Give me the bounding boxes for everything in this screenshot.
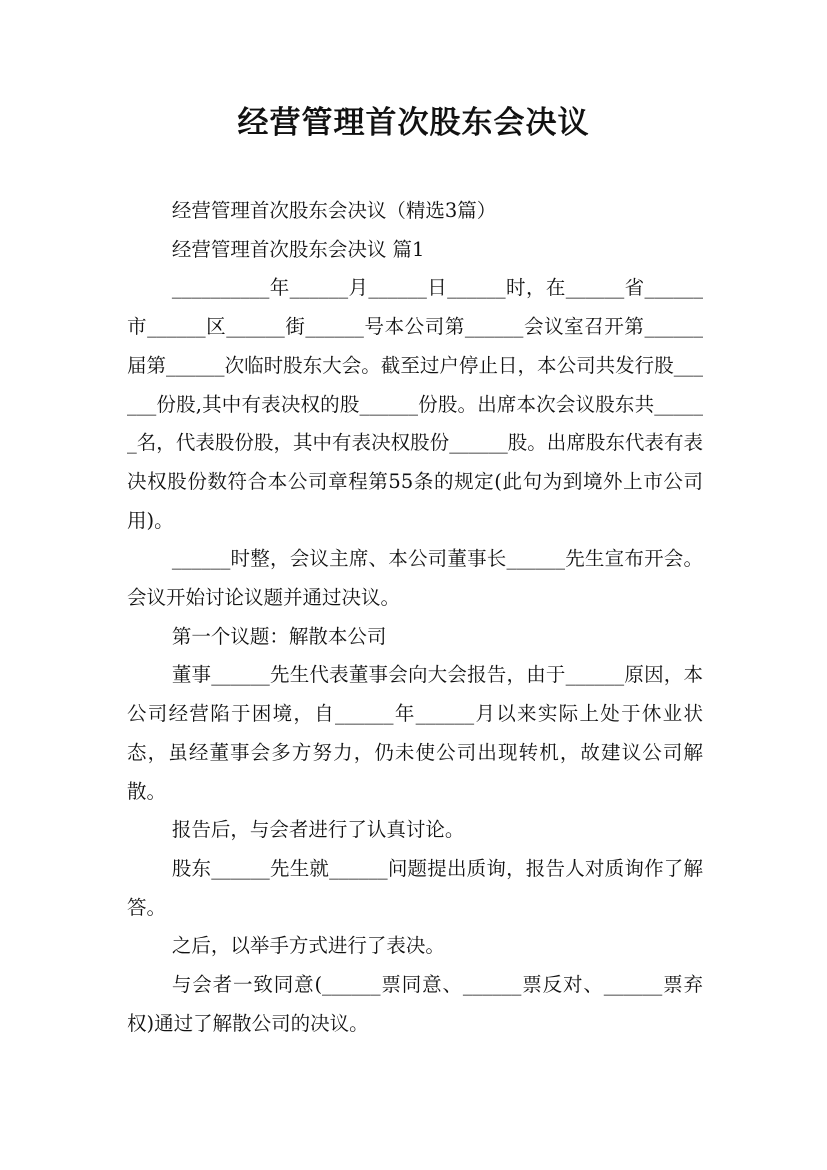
meeting-details-paragraph: __________年______月______日______时，在______省______市______区______街______号本公司第______会议室召开第______届第______次临时股东大会。截至过户停止日，本公司共发行股______份股,其中有表决权的股______份股。出席本次会议股东共______名，代表股份股，其中有表决权股份______股。出席股东代表有表决权股份数符合本公司章程第55条的规定(此句为到境外上市公司用)。	[127, 276, 703, 532]
voting-method-paragraph: 之后，以举手方式进行了表决。	[171, 934, 445, 958]
agenda-item-heading: 第一个议题：解散本公司	[171, 624, 387, 648]
board-report-paragraph: 董事______先生代表董事会向大会报告，由于______原因，本公司经营陷于困境，自______年______月以来实际上处于休业状态，虽经董事会多方努力，仍未使公司出现转机，故建议公司解散。	[127, 663, 703, 803]
inquiry-paragraph: 股东______先生就______问题提出质询，报告人对质询作了解答。	[127, 856, 703, 919]
section-heading: 经营管理首次股东会决议 篇1	[171, 237, 425, 261]
document-body	[127, 192, 703, 1043]
document-title: 经营管理首次股东会决议	[237, 105, 590, 141]
subtitle-paragraph: 经营管理首次股东会决议（精选3篇）	[171, 199, 497, 222]
resolution-paragraph: 与会者一致同意(______票同意、______票反对、______票弃权)通过了解散公司的决议。	[127, 973, 703, 1035]
discussion-paragraph: 报告后，与会者进行了认真讨论。	[171, 818, 465, 842]
meeting-opening-paragraph: ______时整，会议主席、本公司董事长______先生宣布开会。会议开始讨论议题并通过决议。	[127, 547, 703, 610]
